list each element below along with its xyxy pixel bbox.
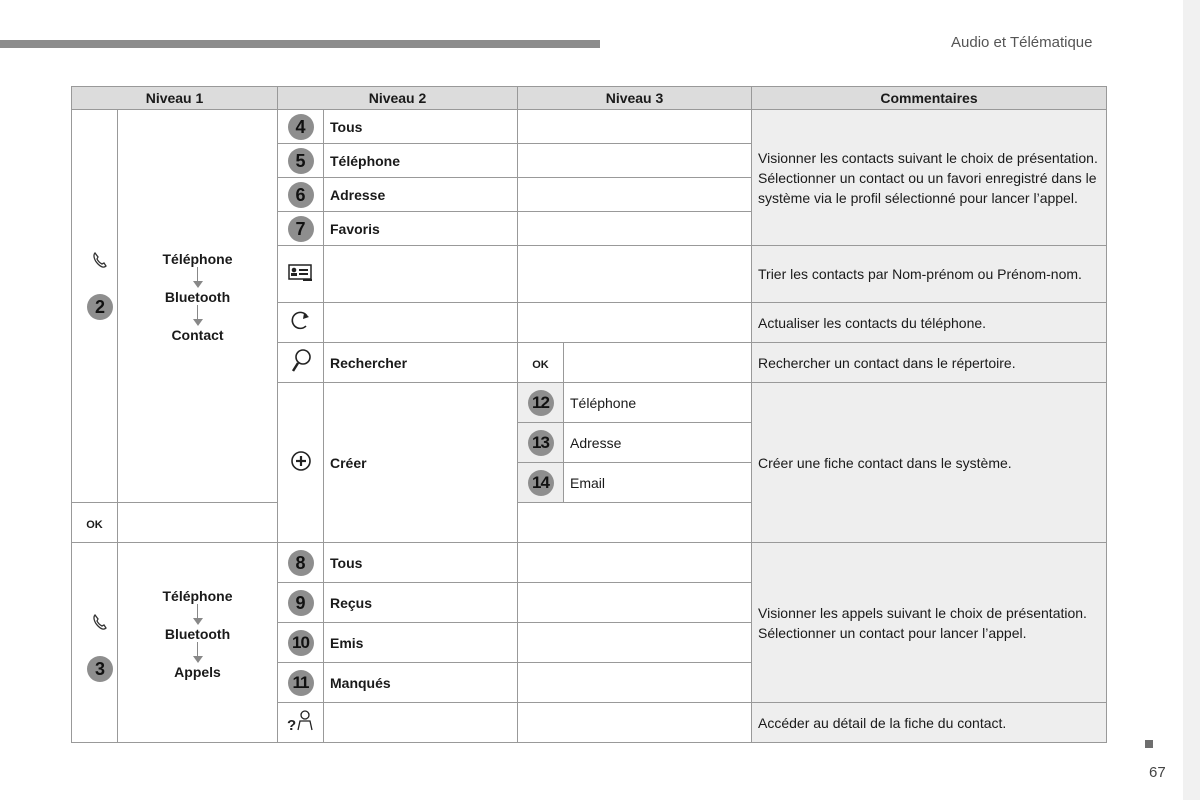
empty-cell — [324, 703, 518, 743]
item-badge: 6 — [288, 182, 314, 208]
path-step: Contact — [171, 327, 224, 343]
menu-item-adresse-sub[interactable]: Adresse — [564, 423, 752, 463]
comment-detail: Accéder au détail de la fiche du contact. — [752, 703, 1107, 743]
header-commentaires: Commentaires — [752, 87, 1107, 110]
path-step: Appels — [174, 663, 221, 680]
comment-refresh: Actualiser les contacts du téléphone. — [752, 303, 1107, 343]
empty-cell — [518, 178, 752, 212]
empty-cell — [518, 110, 752, 144]
arrow-down-icon — [193, 305, 203, 327]
top-decorative-bar — [0, 40, 600, 48]
page-marker — [1145, 740, 1153, 748]
level1-icon-cell — [72, 543, 118, 743]
empty-cell — [518, 543, 752, 583]
empty-cell — [518, 663, 752, 703]
search-icon[interactable] — [278, 343, 324, 383]
svg-text:?: ? — [286, 717, 296, 734]
item-badge: 9 — [288, 590, 314, 616]
item-badge: 8 — [288, 550, 314, 576]
menu-table — [71, 86, 1107, 743]
item-badge: 13 — [528, 430, 554, 456]
path-step: Bluetooth — [164, 289, 231, 305]
badge-cell — [278, 110, 324, 144]
path-step: Téléphone — [162, 251, 233, 267]
ok-button[interactable]: OK — [72, 503, 118, 543]
menu-item-email-sub[interactable]: Email — [564, 463, 752, 503]
arrow-down-icon — [193, 642, 203, 664]
comment-sort: Trier les contacts par Nom-prénom ou Prénom-nom. — [752, 246, 1107, 303]
item-badge: 14 — [528, 470, 554, 496]
level1-icon-cell — [72, 110, 118, 503]
item-badge: 7 — [288, 216, 314, 242]
header-niveau-2: Niveau 2 — [278, 87, 518, 110]
empty-cell — [324, 303, 518, 343]
refresh-icon[interactable] — [278, 303, 324, 343]
item-badge: 4 — [288, 114, 314, 140]
menu-item-recus[interactable]: Reçus — [324, 583, 518, 623]
header-niveau-1: Niveau 1 — [72, 87, 278, 110]
menu-item-tous[interactable]: Tous — [324, 110, 518, 144]
contact-detail-icon[interactable] — [278, 703, 324, 743]
page-number: 67 — [1149, 764, 1166, 781]
table-header-row — [72, 87, 1107, 110]
comment-create: Créer une fiche contact dans le système. — [752, 383, 1107, 543]
item-badge: 12 — [528, 390, 554, 416]
phone-icon — [92, 613, 108, 631]
ok-button[interactable]: OK — [518, 343, 564, 383]
level1-badge: 2 — [87, 294, 113, 320]
menu-item-adresse[interactable]: Adresse — [324, 178, 518, 212]
level1-path-cell — [118, 543, 278, 743]
phone-icon — [92, 251, 108, 269]
item-badge: 10 — [288, 630, 314, 656]
table-row — [72, 543, 1107, 583]
empty-cell — [518, 144, 752, 178]
menu-item-rechercher[interactable]: Rechercher — [324, 343, 518, 383]
page-edge-strip — [1183, 0, 1200, 800]
arrow-down-icon — [193, 604, 203, 626]
empty-cell — [564, 343, 752, 383]
empty-cell — [518, 212, 752, 246]
empty-cell — [518, 303, 752, 343]
comment-view-calls: Visionner les appels suivant le choix de présentation. Sélectionner un contact pour lancer l’appel. — [752, 543, 1107, 703]
menu-item-manques[interactable]: Manqués — [324, 663, 518, 703]
path-step: Bluetooth — [164, 625, 231, 642]
item-badge: 5 — [288, 148, 314, 174]
sort-contacts-icon[interactable] — [278, 246, 324, 303]
empty-cell — [324, 246, 518, 303]
menu-item-emis[interactable]: Emis — [324, 623, 518, 663]
menu-item-creer[interactable]: Créer — [324, 383, 518, 543]
menu-item-tous-appels[interactable]: Tous — [324, 543, 518, 583]
empty-cell — [518, 246, 752, 303]
empty-cell — [518, 583, 752, 623]
empty-cell — [518, 623, 752, 663]
empty-cell — [118, 503, 278, 543]
menu-item-telephone[interactable]: Téléphone — [324, 144, 518, 178]
path-step: Téléphone — [162, 587, 233, 604]
create-plus-icon[interactable] — [278, 383, 324, 543]
arrow-down-icon — [193, 267, 203, 289]
comment-view-contacts: Visionner les contacts suivant le choix de présentation. Sélectionner un contact ou un favori enregistré dans le système via le profil sélectionné pour lancer l’appel. — [752, 110, 1107, 246]
menu-item-favoris[interactable]: Favoris — [324, 212, 518, 246]
header-niveau-3: Niveau 3 — [518, 87, 752, 110]
table-row — [72, 110, 1107, 144]
empty-cell — [518, 703, 752, 743]
item-badge: 11 — [288, 670, 314, 696]
level1-badge: 3 — [87, 656, 113, 682]
menu-item-telephone-sub[interactable]: Téléphone — [564, 383, 752, 423]
level1-path-cell — [118, 110, 278, 503]
comment-search: Rechercher un contact dans le répertoire. — [752, 343, 1107, 383]
section-title: Audio et Télématique — [951, 34, 1093, 51]
